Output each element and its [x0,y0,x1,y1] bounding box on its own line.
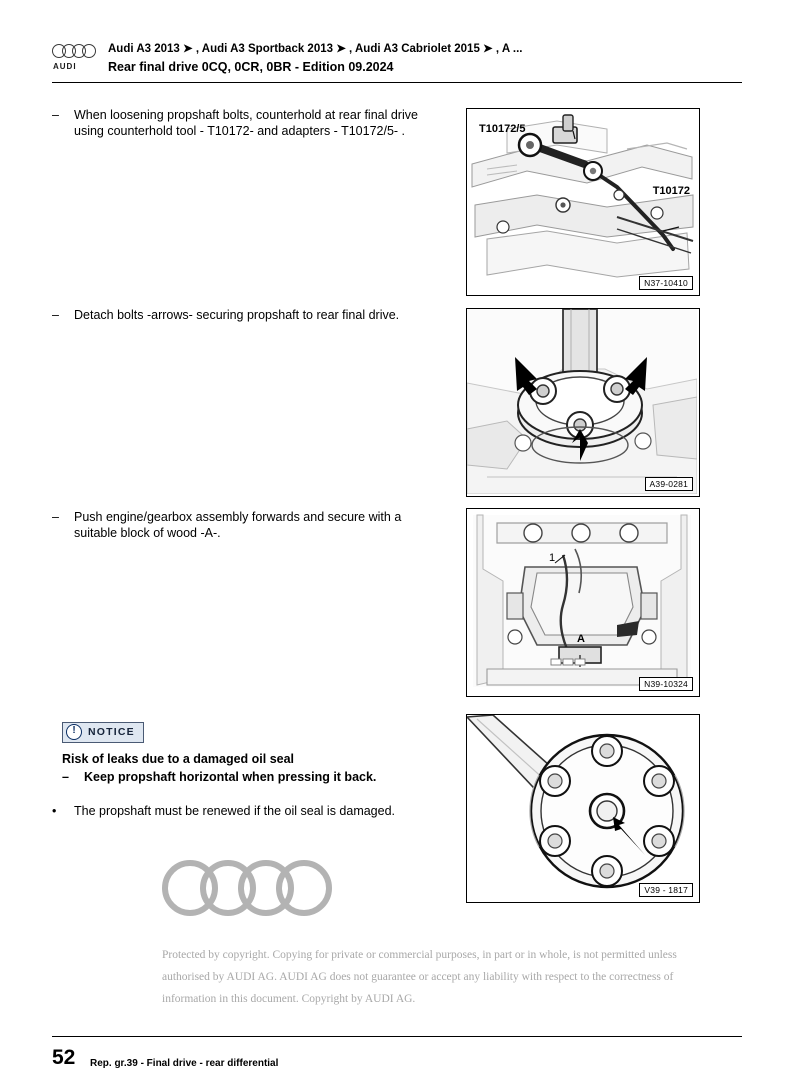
header-divider [52,82,742,83]
step-1 [52,108,432,139]
step-1-marker: – [52,108,59,122]
figure-3-illustration [467,509,697,694]
audi-wordmark: AUDI [53,62,77,71]
figure-4-oil-seal [466,714,700,903]
figure-1-label-2: T10172 [652,185,690,197]
figure-2-illustration [467,309,697,494]
notice-subitem [62,770,452,784]
step-3-text: Push engine/gearbox assembly forwards and secure with a suitable block of wood -A-. [74,510,402,540]
page-title: Rear final drive 0CQ, 0CR, 0BR - Edition 09.2024 [108,60,394,74]
figure-4-code: V39 - 1817 [639,883,693,897]
figure-1-illustration [467,109,697,293]
figure-1-code: N37-10410 [639,276,693,290]
exclamation-icon: ! [66,724,82,740]
page-header [52,42,742,75]
copyright-notice: Protected by copyright. Copying for private or commercial purposes, in part or in whole, is not permitted unless authorised by AUDI AG. AUDI AG does not guarantee or accept any liability with respect to the correctness of information in this document. Copyright by AUDI AG. [162,949,677,1005]
notice-bullet [52,803,432,819]
audi-rings-icon [52,44,98,58]
breadcrumb: Audi A3 2013 ➤ , Audi A3 Sportback 2013 ➤ , Audi A3 Cabriolet 2015 ➤ , A ... [108,43,523,55]
figure-1-counterhold-tool [466,108,700,296]
figure-2-code: A39-0281 [645,477,693,491]
notice-title: Risk of leaks due to a damaged oil seal [62,751,295,766]
figure-1-label-1: T10172/5 [479,123,526,135]
step-3 [52,510,432,541]
figure-3-code: N39-10324 [639,677,693,691]
bullet-marker: • [52,804,57,818]
page-number: 52 [52,1046,76,1069]
figure-3-engine-gearbox [466,508,700,697]
notice-block [62,720,452,784]
audi-rings-watermark-icon [162,860,334,916]
step-1-text: When loosening propshaft bolts, counterhold at rear final drive using counterhold tool - T10172- and adapters - T10172/5- . [74,108,418,138]
step-2-text: Detach bolts -arrows- securing propshaft to rear final drive. [74,308,400,322]
notice-subitem-text: Keep propshaft horizontal when pressing it back. [84,769,377,784]
svg-text:1: 1 [549,552,556,564]
footer-section: Rep. gr.39 - Final drive - rear differential [90,1058,279,1069]
notice-badge [62,722,144,743]
step-3-marker: – [52,510,59,524]
footer-divider [52,1036,742,1037]
figure-3-label-a: A [577,633,585,645]
audi-logo [52,42,100,71]
notice-subitem-marker: – [62,769,69,784]
step-2-marker: – [52,308,59,322]
figure-4-illustration [467,715,697,900]
step-2 [52,308,432,324]
notice-badge-label: NOTICE [88,726,135,738]
figure-2-propshaft-bolts [466,308,700,497]
bullet-text: The propshaft must be renewed if the oil seal is damaged. [74,804,396,818]
